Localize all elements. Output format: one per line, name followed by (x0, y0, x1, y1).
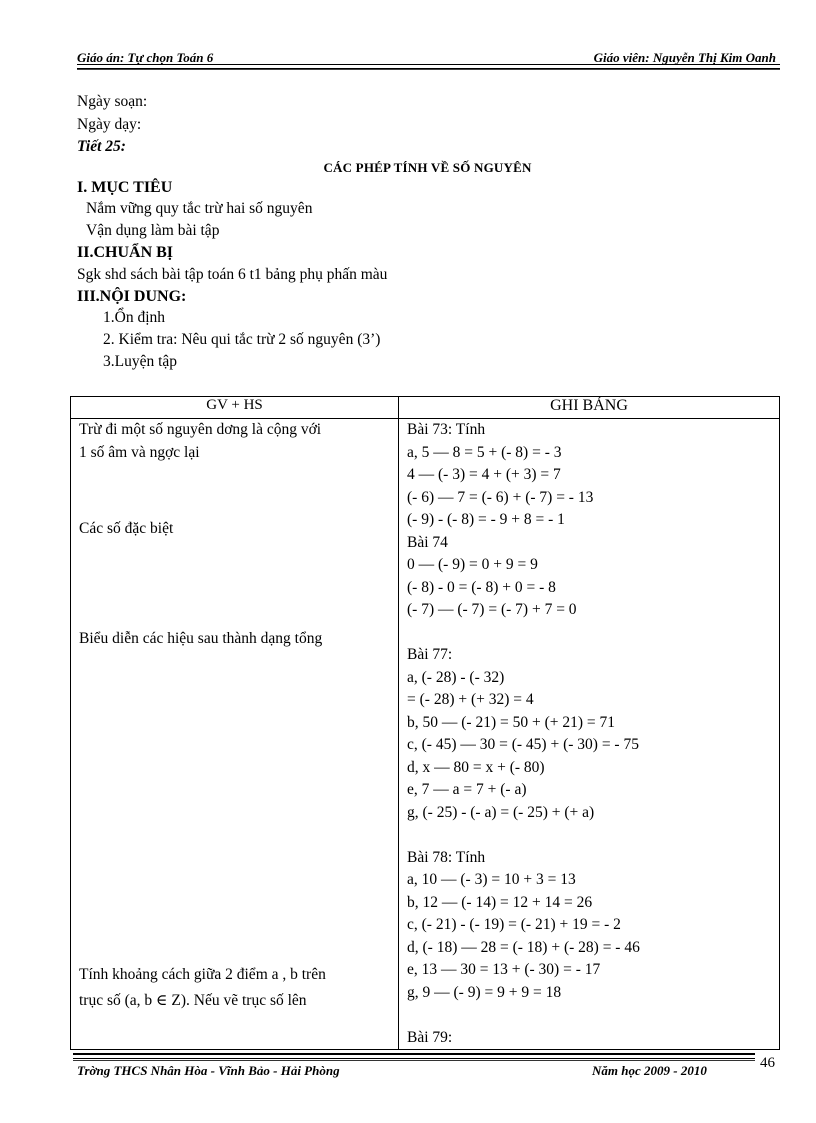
ghi-bang-line: b, 50 — (- 21) = 50 + (+ 21) = 71 (407, 713, 616, 731)
ghi-bang-line: c, (- 21) - (- 19) = (- 21) + 19 = - 2 (407, 916, 621, 933)
lesson-table (70, 396, 780, 1050)
ghi-bang-line (407, 824, 779, 847)
footer-rule (73, 1053, 755, 1059)
chuan-bi-text: Sgk shd sách bài tập toán 6 t1 bảng phụ phấn màu (77, 266, 388, 283)
ghi-bang-line: a, 10 — (- 3) = 10 + 3 = 13 (407, 871, 576, 888)
tiet-label: Tiết 25: (77, 138, 126, 155)
col-header-ghi-bang: GHI BẢNG (399, 397, 780, 419)
ghi-bang-line: 4 — (- 3) = 4 + (+ 3) = 7 (407, 466, 561, 483)
ghi-bang-line: e, 7 — a = 7 + (- a) (407, 781, 527, 798)
ghi-bang-line: g, (- 25) - (- a) = (- 25) + (+ a) (407, 803, 595, 821)
left-notes-cell (71, 419, 399, 1050)
muc-tieu-item-1: Nắm vững quy tắc trừ hai số nguyên (86, 200, 313, 217)
ngay-day: Ngày dạy: (77, 116, 142, 133)
ghi-bang-line: (- 6) — 7 = (- 6) + (- 7) = - 13 (407, 488, 594, 506)
ghi-bang-line: d, x — 80 = x + (- 80) (407, 758, 545, 776)
header-left: Giáo án: Tự chọn Toán 6 (77, 50, 214, 65)
footer-right: Năm học 2009 - 2010 (592, 1063, 707, 1078)
ghi-bang-line: b, 12 — (- 14) = 12 + 14 = 26 (407, 893, 593, 911)
left-note-4: Biểu diễn các hiệu sau thành dạng tổng (79, 630, 323, 647)
ghi-bang-line: (- 8) - 0 = (- 8) + 0 = - 8 (407, 578, 556, 596)
noi-dung-item-1: 1.Ổn định (103, 309, 165, 326)
table-body-row (71, 419, 780, 1050)
left-note-6: trục số (a, b ∈ Z). Nếu vẽ trục số lên (79, 992, 307, 1009)
ghi-bang-line (407, 1004, 779, 1027)
section-muc-tieu: I. MỤC TIÊU (77, 179, 173, 196)
ghi-bang-line: Bài 74 (407, 533, 448, 551)
noi-dung-item-2: 2. Kiểm tra: Nêu qui tắc trừ 2 số nguyên (3’) (103, 331, 381, 348)
ghi-bang-line: d, (- 18) — 28 = (- 18) + (- 28) = - 46 (407, 938, 640, 956)
ghi-bang-line: Bài 79: (407, 1028, 453, 1046)
left-note-5: Tính khoảng cách giữa 2 điểm a , b trên (79, 966, 326, 983)
header-right: Giáo viên: Nguyễn Thị Kim Oanh (593, 50, 776, 65)
ghi-bang-line: Bài 73: Tính (407, 421, 486, 438)
noi-dung-item-3: 3.Luyện tập (103, 353, 178, 370)
section-chuan-bi: II.CHUẨN BỊ (77, 244, 174, 261)
ngay-soan: Ngày soạn: (77, 93, 148, 110)
ghi-bang-cell (399, 419, 780, 1050)
page-number: 46 (760, 1055, 775, 1071)
left-note-3: Các số đặc biệt (79, 520, 174, 537)
ghi-bang-line (407, 622, 779, 645)
ghi-bang-line: (- 9) - (- 8) = - 9 + 8 = - 1 (407, 511, 565, 528)
header-rule-thin (77, 69, 780, 70)
ghi-bang-line: e, 13 — 30 = 13 + (- 30) = - 17 (407, 961, 601, 978)
left-note-1: Trừ đi một số nguyên dơng là cộng với (79, 421, 322, 438)
ghi-bang-line: Bài 77: (407, 646, 453, 663)
footer-left: Trờng THCS Nhân Hòa - Vĩnh Bảo - Hải Phòng (77, 1063, 340, 1078)
col-header-gv-hs: GV + HS (71, 397, 399, 419)
ghi-bang-line: g, 9 — (- 9) = 9 + 9 = 18 (407, 983, 562, 1001)
ghi-bang-line: 0 — (- 9) = 0 + 9 = 9 (407, 556, 538, 573)
table-header-row (71, 397, 780, 419)
ghi-bang-line: a, 5 — 8 = 5 + (- 8) = - 3 (407, 443, 562, 461)
footer-rule-thin (73, 1060, 755, 1061)
ghi-bang-line: Bài 78: Tính (407, 848, 486, 866)
left-note-2: 1 số âm và ngợc lại (79, 444, 200, 461)
section-noi-dung: III.NỘI DUNG: (77, 288, 187, 305)
ghi-bang-line: a, (- 28) - (- 32) (407, 668, 505, 686)
muc-tieu-item-2: Vận dụng làm bài tập (86, 222, 220, 239)
ghi-bang-line: = (- 28) + (+ 32) = 4 (407, 691, 534, 708)
ghi-bang-line: c, (- 45) — 30 = (- 45) + (- 30) = - 75 (407, 736, 639, 753)
ghi-bang-line: (- 7) — (- 7) = (- 7) + 7 = 0 (407, 601, 577, 618)
page-title: CÁC PHÉP TÍNH VỀ SỐ NGUYÊN (323, 160, 532, 175)
